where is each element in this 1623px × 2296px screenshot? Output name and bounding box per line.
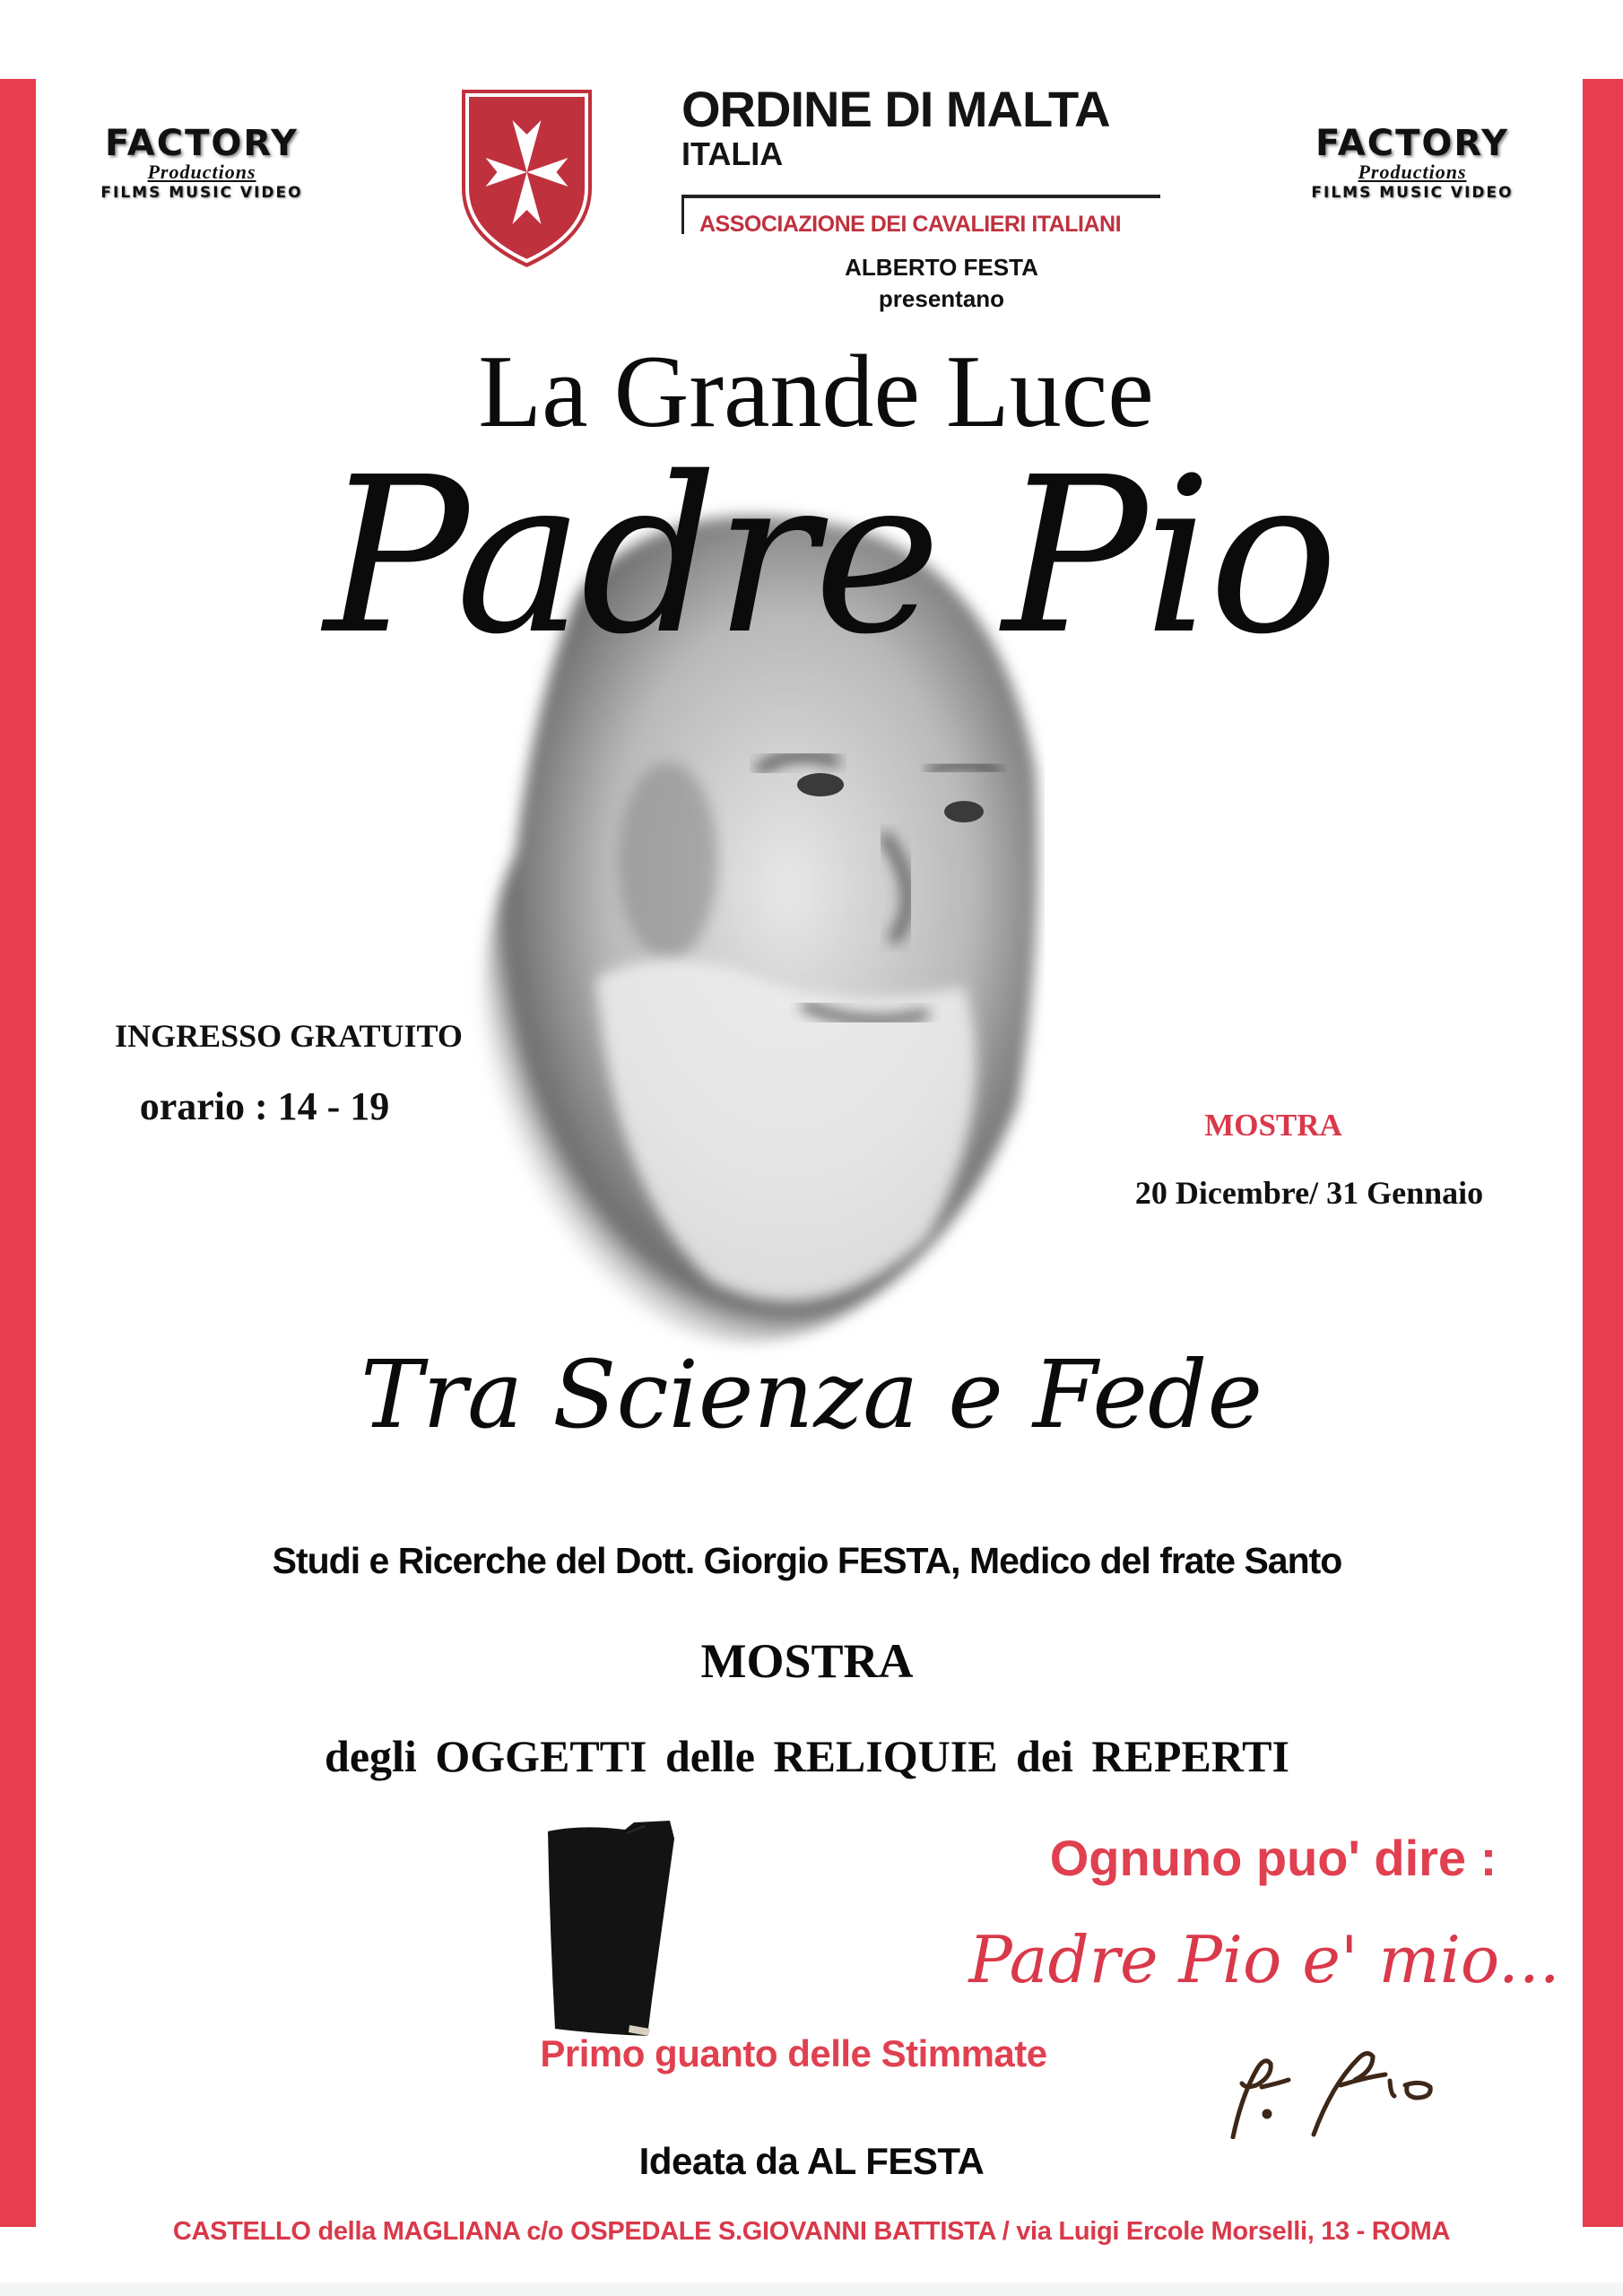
studies-description: Studi e Ricerche del Dott. Giorgio FESTA, Medico del frate Santo (272, 1540, 1342, 1581)
logo-divider-vertical (681, 195, 684, 234)
opening-hours: orario : 14 - 19 (139, 1084, 390, 1128)
exhibition-heading: MOSTRA (700, 1634, 914, 1688)
venue-address: CASTELLO della MAGLIANA c/o OSPEDALE S.GIOVANNI BATTISTA / via Luigi Ercole Morselli, 13 - ROMA (172, 2217, 1451, 2246)
association-name: ASSOCIAZIONE DEI CAVALIERI ITALIANI (699, 212, 1122, 237)
glove-relic-image (544, 1821, 697, 2040)
logo-divider (681, 195, 1160, 198)
quote-intro: Ognuno puo' dire : (1049, 1830, 1497, 1886)
factory-productions-logo-right (1296, 123, 1529, 203)
main-title: La Grande Luce (478, 335, 1154, 449)
factory-title: FACTORY (1315, 123, 1509, 164)
free-admission-label: INGRESSO GRATUITO (115, 1018, 463, 1054)
exhibition-label-red: MOSTRA (1204, 1108, 1342, 1143)
factory-productions: Productions (1358, 161, 1467, 183)
exhibition-items: degli OGGETTI delle RELIQUIE dei REPERTI (325, 1731, 1289, 1781)
order-of-malta-country: ITALIA (681, 135, 784, 172)
padre-pio-script-title: Padre Pio (324, 430, 1335, 682)
order-of-malta-title: ORDINE DI MALTA (681, 81, 1110, 137)
bottom-strip (0, 2283, 1623, 2296)
subtitle-script: Tra Scienza e Fede (360, 1340, 1263, 1449)
signature-icon (1206, 2031, 1448, 2139)
glove-caption: Primo guanto delle Stimmate (540, 2032, 1047, 2074)
left-red-border (0, 79, 36, 2227)
presents-label: presentano (878, 285, 1005, 312)
credit-line: Ideata da AL FESTA (638, 2140, 985, 2182)
factory-productions-logo-left (85, 123, 318, 203)
factory-subtitle: FILMS MUSIC VIDEO (1311, 184, 1514, 202)
factory-subtitle: FILMS MUSIC VIDEO (100, 184, 303, 202)
factory-title: FACTORY (105, 123, 299, 164)
right-red-border (1583, 79, 1623, 2227)
exhibition-dates: 20 Dicembre/ 31 Gennaio (1134, 1175, 1484, 1211)
presenter-name: ALBERTO FESTA (845, 254, 1038, 281)
factory-productions: Productions (147, 161, 256, 183)
quote-text: Padre Pio e' mio... (968, 1922, 1560, 1997)
maltese-cross-shield-icon (462, 90, 592, 267)
